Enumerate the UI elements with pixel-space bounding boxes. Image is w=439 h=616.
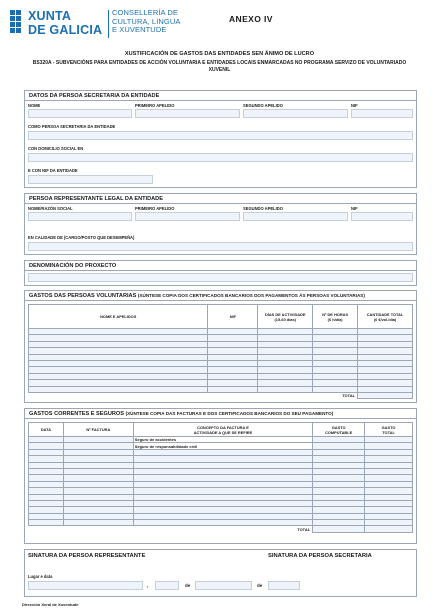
section-title: DENOMINACIÓN DO PROXECTO [29,263,117,269]
label-nome-razon: NOME/RAZÓN SOCIAL [28,206,73,211]
label-como-persoa: COMO PERSOA SECRETARIA DA ENTIDADE [28,124,116,129]
section-title: DATOS DA PERSOA SECRETARIA DA ENTIDADE [29,93,160,99]
total-label: TOTAL [29,526,313,532]
lugar-field[interactable] [28,581,143,590]
primeiro-apelido-field[interactable] [135,109,240,118]
col-nif: NIF [208,305,258,329]
de-label: de [257,583,263,588]
divider [25,300,416,301]
section-voluntarias [24,290,417,403]
comma: , [147,583,149,588]
day-field[interactable] [155,581,179,590]
total-label: TOTAL [29,392,358,398]
logo-divider [108,10,109,38]
total-gasto-cell[interactable] [365,526,413,532]
footer-text: Dirección Xeral de Xuventude [22,602,79,607]
segundo-apelido-field[interactable] [243,212,348,221]
col-factura: Nº FACTURA [63,423,133,437]
col-data: DATA [29,423,64,437]
lugar-data-label: Lugar e data [28,574,53,579]
domicilio-field[interactable] [28,153,413,162]
primeiro-apelido-field[interactable] [135,212,240,221]
logo-conselleria-text: CONSELLERÍA DE CULTURA, LINGUA E XUVENTUDE [112,8,181,35]
entidade-nif-field[interactable] [28,175,153,184]
xunta-shield-icon [8,8,26,38]
label-primeiro-apelido: PRIMEIRO APELIDO [135,206,175,211]
signature-representante-label: SINATURA DA PERSOA REPRESENTANTE [28,553,146,559]
month-field[interactable] [195,581,252,590]
col-gasto-total: GASTO TOTAL [365,423,413,437]
xunta-logo [8,8,198,46]
col-concepto: CONCEPTO DA FACTURA E ACTIVIDADE A QUE SE REFIRE [133,423,312,437]
col-dias: DÍAS DE ACTIVIDADE (15-60 días) [258,305,313,329]
label-calidade: EN CALIDADE DE (CARGO/POSTO QUE DESEMPEÑA) [28,235,135,240]
year-field[interactable] [268,581,300,590]
logo-xunta-text: XUNTA DE GALICIA [28,9,103,37]
col-computable: GASTO COMPUTABLE [313,423,365,437]
divider [25,418,416,419]
divider [25,270,416,271]
divider [25,100,416,101]
section-secretaria [24,90,417,188]
nif-field[interactable] [351,109,413,118]
col-cantidade: CANTIDADE TOTAL (6 €/vol./día) [358,305,413,329]
label-nome: NOME [28,103,41,108]
document-subtitle: BS320A - SUBVENCIÓNS PARA ENTIDADES DE ACCIÓN VOLUNTARIA E ENTIDADES LOCAIS ENMARCADAS NO PROGRAMA SERVIZO DE VOLUNTARIADO XUVENIL [32,60,407,73]
divider [25,203,416,204]
voluntarias-table [28,304,413,399]
section-title: GASTOS CORRENTES E SEGUROS (XÚNTESE COPIA DAS FACTURAS E DOS CERTIFICADOS BANCARIOS DO SEU PAGAMENTO) [29,411,334,417]
nif-field[interactable] [351,212,413,221]
label-nif: NIF [351,206,358,211]
col-horas: Nº DE HORAS (6 h/día) [313,305,358,329]
section-representante [24,193,417,255]
signature-secretaria-label: SINATURA DA PERSOA SECRETARIA [268,553,372,559]
concepto-cell: Seguro de accidentes [133,437,312,443]
label-domicilio: CON DOMICILIO SOCIAL EN [28,146,84,151]
concepto-cell: Seguro de responsabilidade civil [133,443,312,449]
label-segundo-apelido: SEGUNDO APELIDO [243,206,283,211]
label-primeiro-apelido: PRIMEIRO APELIDO [135,103,175,108]
section-correntes [24,408,417,544]
proxecto-field[interactable] [28,273,413,282]
total-cell[interactable] [358,392,413,398]
segundo-apelido-field[interactable] [243,109,348,118]
section-title: PERSOA REPRESENTANTE LEGAL DA ENTIDADE [29,196,163,202]
correntes-table [28,422,413,533]
nome-field[interactable] [28,109,132,118]
section-proxecto [24,260,417,286]
annex-label: ANEXO IV [229,14,273,24]
nome-razon-field[interactable] [28,212,132,221]
label-nif: NIF [351,103,358,108]
section-sinatura [24,549,417,597]
label-segundo-apelido: SEGUNDO APELIDO [243,103,283,108]
calidade-field[interactable] [28,242,413,251]
label-con-nif: E CON NIF DA ENTIDADE [28,168,78,173]
total-computable-cell[interactable] [313,526,365,532]
section-title: GASTOS DAS PERSOAS VOLUNTARIAS (XÚNTESE COPIA DOS CERTIFICADOS BANCARIOS DOS PAGAMENTOS ÁS PERSOAS VOLUNTARIAS) [29,293,365,299]
de-label: de [185,583,191,588]
document-title: XUSTIFICACIÓN DE GASTOS DAS ENTIDADES SEN ÁNIMO DE LUCRO [124,51,315,57]
como-persoa-field[interactable] [28,131,413,140]
col-nome-apelidos: NOME E APELIDOS [29,305,208,329]
